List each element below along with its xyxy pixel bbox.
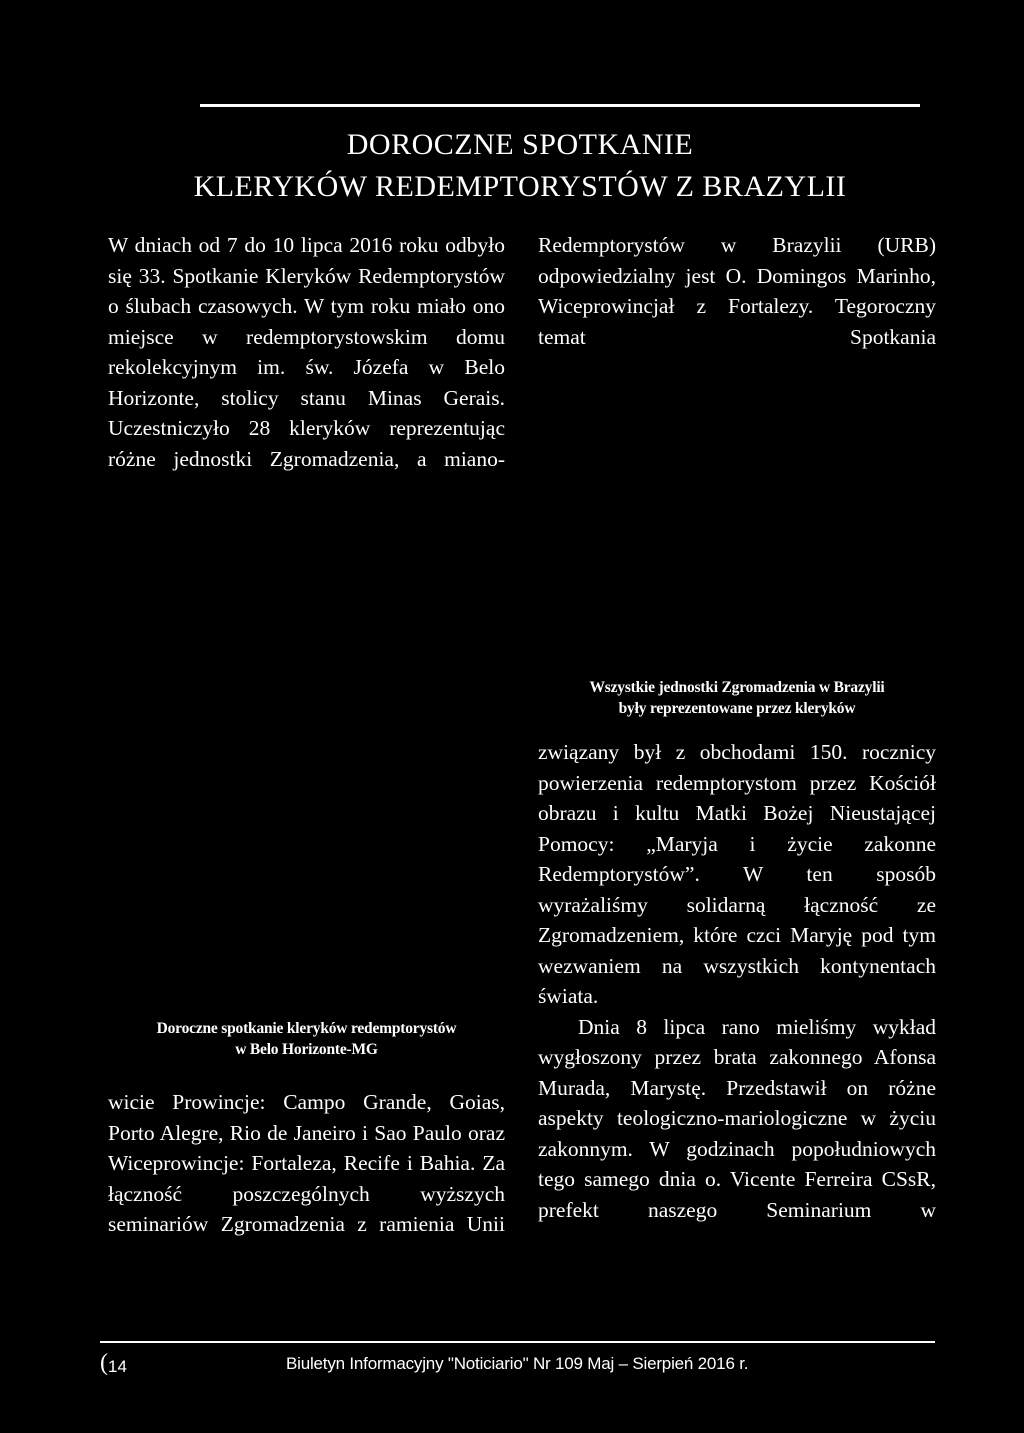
bottom-rule <box>100 1341 935 1343</box>
left-column-bottom-text <box>108 1087 505 1240</box>
top-rule <box>200 104 920 107</box>
page-footer <box>100 1352 940 1378</box>
right-column-bottom-text <box>538 737 936 1225</box>
caption-line: w Belo Horizonte-MG <box>235 1041 378 1058</box>
photo-caption-left <box>108 1018 505 1060</box>
article-title-line2: KLERYKÓW REDEMPTORYSTÓW Z BRAZYLII <box>193 170 847 203</box>
left-column-top-text <box>108 230 505 474</box>
publication-title: Biuletyn Informacyjny "Noticiario" Nr 109 Maj – Sierpień 2016 r. <box>286 1354 749 1373</box>
caption-line: Wszystkie jednostki Zgromadzenia w Brazylii <box>589 679 885 696</box>
paragraph: Dnia 8 lipca rano mieliśmy wykład wygłoszony przez brata zakonnego Afonsa Murada, Marystę. Przedstawił on różne aspekty teologiczno-mariologiczne w życiu zakonnym. W godzinach popołudniowych tego samego dnia o. Vicente Ferreira CSsR, prefekt naszego Seminarium w <box>538 1014 936 1222</box>
caption-line: Doroczne spotkanie kleryków redemptorystów <box>156 1020 457 1037</box>
article-title-line1: DOROCZNE SPOTKANIE <box>346 128 694 161</box>
page-number <box>100 1352 127 1379</box>
paragraph: W dniach od 7 do 10 lipca 2016 roku odbyło się 33. Spotkanie Kleryków Redemptorystów o ślubach czasowych. W tym roku miało ono miejsce w redemptorystowskim domu rekolekcyjnym im. św. Józefa w Belo Horizonte, stolicy stanu Minas Gerais. Uczestniczyło 28 kleryków reprezentując różne jednostki Zgromadzenia, a miano- <box>108 233 505 471</box>
photo-caption-right <box>538 677 936 719</box>
paragraph: związany był z obchodami 150. rocznicy powierzenia redemptorystom przez Kościół obrazu i kultu Matki Bożej Nieustającej Pomocy: „Maryja i życie zakonne Redemptorystów”. W ten sposób wyrażaliśmy solidarną łączność ze Zgromadzeniem, które czci Maryję pod tym wezwaniem na wszystkich kontynentach świata. <box>538 740 936 1008</box>
caption-line: były reprezentowane przez kleryków <box>618 700 856 717</box>
page-number-bracket: ( <box>100 1350 108 1376</box>
right-column-top-text <box>538 230 936 352</box>
paragraph: Redemptorystów w Brazylii (URB) odpowiedzialny jest O. Domingos Marinho, Wiceprowincjał z Fortalezy. Tegoroczny temat Spotkania <box>538 233 936 349</box>
paragraph: wicie Prowincje: Campo Grande, Goias, Porto Alegre, Rio de Janeiro i Sao Paulo oraz Wiceprowincje: Fortaleza, Recife i Bahia. Za łączność poszczególnych wyższych seminariów Zgromadzenia z ramienia Unii <box>108 1090 505 1236</box>
page-number-value: 14 <box>108 1357 127 1376</box>
